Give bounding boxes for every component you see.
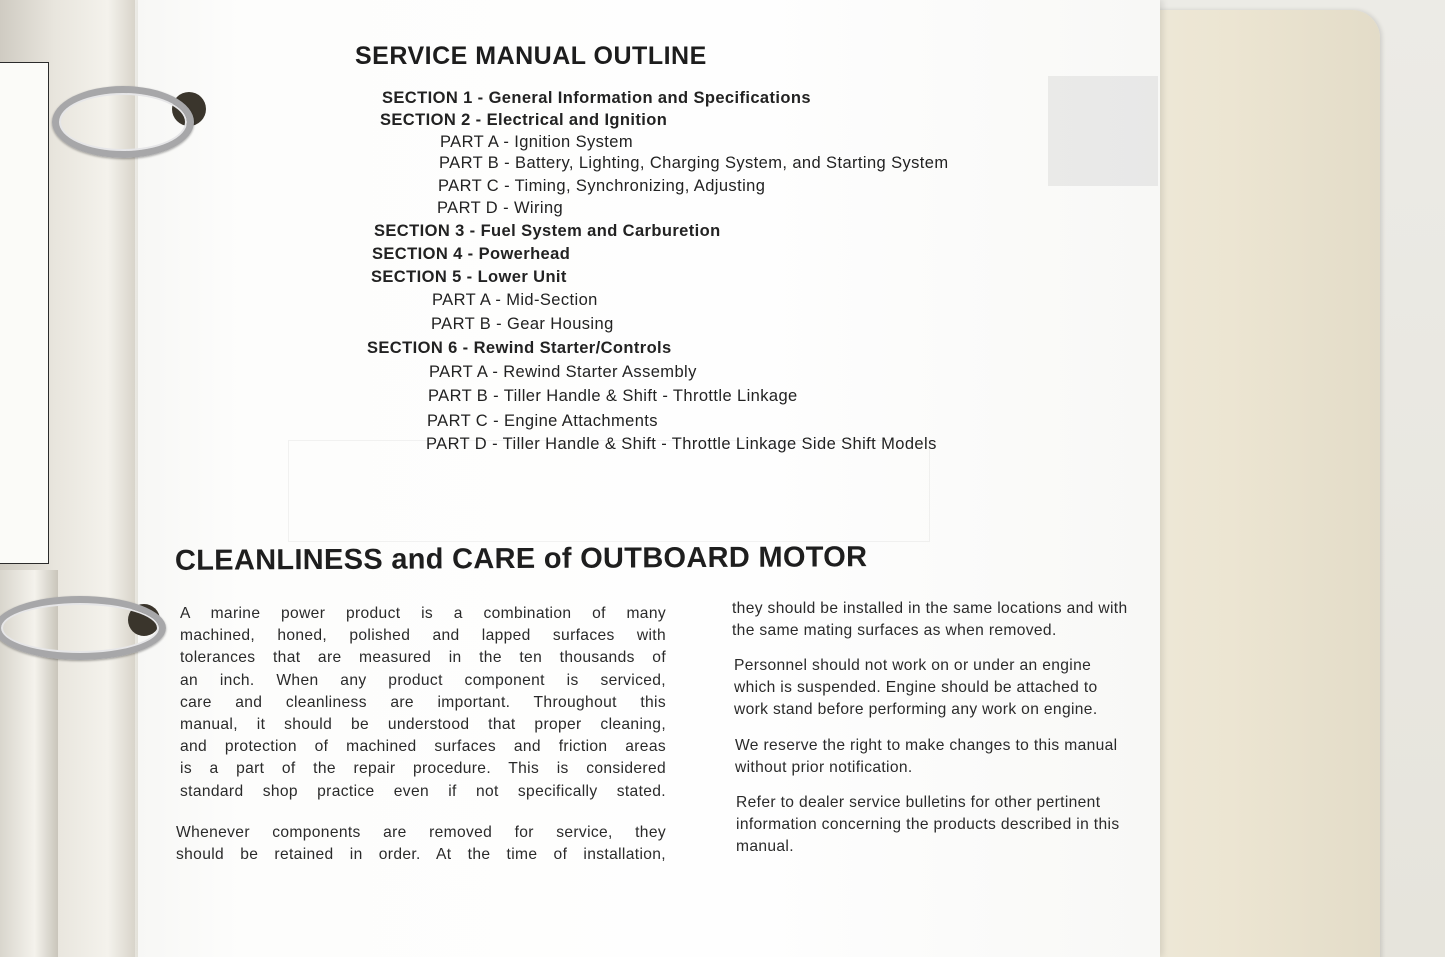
previous-page-tab xyxy=(0,62,49,564)
text-line: without prior notification. xyxy=(735,759,913,777)
text-line: which is suspended. Engine should be attached to xyxy=(734,679,1098,697)
outline-part-item: PART A - Ignition System xyxy=(440,133,634,151)
outline-part-item: PART A - Mid-Section xyxy=(432,291,598,309)
text-line: A marine power product is a combination of many xyxy=(180,605,666,622)
right-paragraph-1 xyxy=(732,598,1127,642)
left-paragraph-1 xyxy=(180,603,666,803)
text-line: We reserve the right to make changes to this manual xyxy=(735,737,1118,754)
right-paragraph-4 xyxy=(736,792,1119,859)
text-line: tolerances that are measured in the ten thousands of xyxy=(180,649,666,667)
text-line: and protection of machined surfaces and friction areas xyxy=(180,738,666,756)
left-paragraph-2 xyxy=(176,822,666,866)
outline-section-item: SECTION 2 - Electrical and Ignition xyxy=(380,111,668,129)
show-through-box xyxy=(1048,76,1158,186)
text-line: manual. xyxy=(736,838,794,856)
text-line: an inch. When any product component is serviced, xyxy=(180,671,666,689)
text-line: care and cleanliness are important. Throughout this xyxy=(180,693,666,711)
show-through-table xyxy=(288,440,930,542)
outline-section-item: SECTION 4 - Powerhead xyxy=(372,245,571,263)
binder-ring-bottom xyxy=(0,596,166,660)
outline-section-item: SECTION 3 - Fuel System and Carburetion xyxy=(374,222,721,240)
outline-part-item: PART B - Battery, Lighting, Charging System, and Starting System xyxy=(439,154,949,172)
outline-part-item: PART D - Tiller Handle & Shift - Throttle Linkage Side Shift Models xyxy=(426,435,937,453)
outline-part-item: PART D - Wiring xyxy=(437,199,564,217)
text-line: Whenever components are removed for service, they xyxy=(176,824,666,841)
text-line: should be retained in order. At the time of installation, xyxy=(176,846,666,864)
right-paragraph-3 xyxy=(735,735,1117,779)
text-line: machined, honed, polished and lapped surfaces with xyxy=(180,627,666,645)
outline-section-item: SECTION 5 - Lower Unit xyxy=(371,268,567,286)
text-line: Personnel should not work on or under an engine xyxy=(734,657,1092,674)
text-line: Refer to dealer service bulletins for other pertinent xyxy=(736,794,1101,811)
outline-part-item: PART A - Rewind Starter Assembly xyxy=(429,363,697,381)
outline-part-item: PART B - Tiller Handle & Shift - Throttle Linkage xyxy=(428,387,798,405)
text-line: work stand before performing any work on engine. xyxy=(734,701,1098,719)
outline-part-item: PART C - Engine Attachments xyxy=(427,412,658,430)
binder-ring-top xyxy=(52,86,194,158)
outline-part-item: PART C - Timing, Synchronizing, Adjusting xyxy=(438,177,766,195)
outline-title: SERVICE MANUAL OUTLINE xyxy=(355,42,707,70)
care-title: CLEANLINESS and CARE of OUTBOARD MOTOR xyxy=(174,541,868,577)
outline-part-item: PART B - Gear Housing xyxy=(431,315,614,333)
text-line: information concerning the products described in this xyxy=(736,816,1120,834)
text-line: standard shop practice even if not specifically stated. xyxy=(180,782,666,800)
text-line: they should be installed in the same locations and with xyxy=(732,600,1128,617)
text-line: the same mating surfaces as when removed. xyxy=(732,622,1057,640)
outline-section-item: SECTION 6 - Rewind Starter/Controls xyxy=(367,339,672,357)
outline-section-item: SECTION 1 - General Information and Specifications xyxy=(382,89,811,107)
text-line: is a part of the repair procedure. This is considered xyxy=(180,760,666,778)
text-line: manual, it should be understood that proper cleaning, xyxy=(180,716,666,734)
right-paragraph-2 xyxy=(734,655,1098,722)
